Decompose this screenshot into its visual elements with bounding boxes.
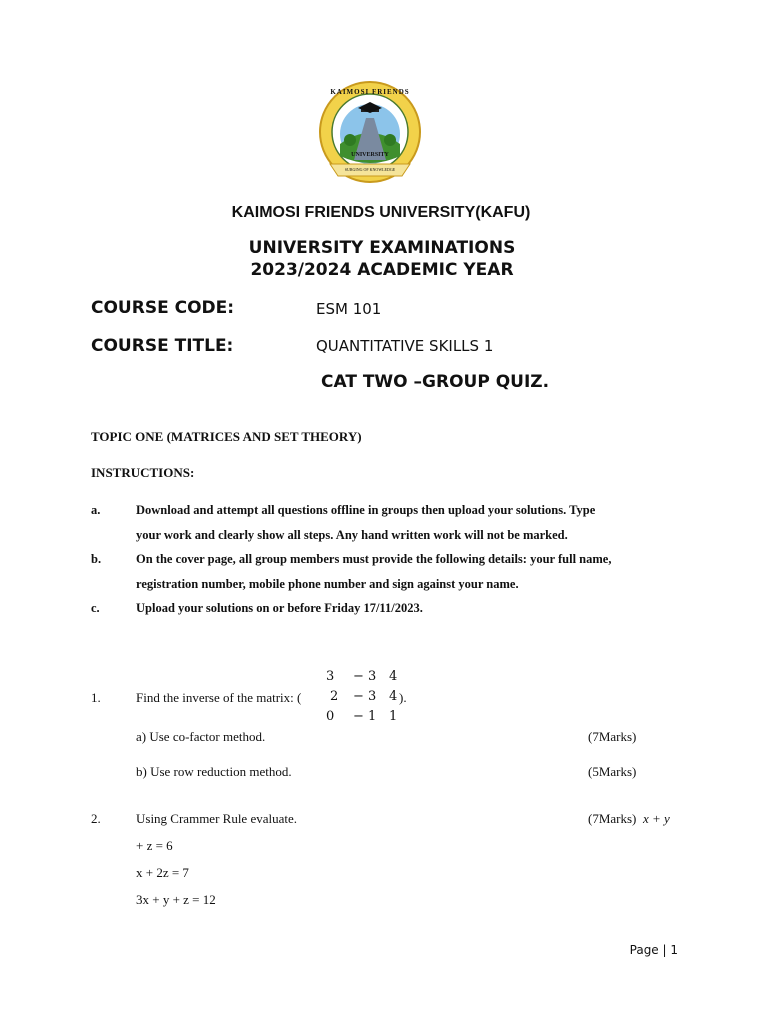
question-2-text: Using Crammer Rule evaluate. — [136, 811, 298, 826]
question-2-marks-tail: x + y — [643, 811, 670, 826]
matrix-r2-c3: 4 — [389, 689, 398, 704]
instruction-c-line1: Upload your solutions on or before Friday 17/11/2023. — [136, 601, 423, 615]
instruction-a-line1: Download and attempt all questions offline in groups then upload your solutions. Type — [136, 503, 596, 517]
logo-bottom-text: UNIVERSITY — [351, 152, 389, 158]
instruction-a — [136, 498, 696, 547]
instruction-b-line2: registration number, mobile phone number and sign against your name. — [136, 576, 519, 591]
question-1-text: Find the inverse of the matrix: ( — [136, 690, 302, 705]
question-1b: b) Use row reduction method. — [136, 764, 292, 779]
instruction-a-line2: your work and clearly show all steps. Any hand written work will not be marked. — [136, 527, 568, 542]
matrix-r3-c1: 0 — [326, 709, 335, 724]
matrix-r1-c1: 3 — [326, 669, 335, 684]
question-2-marks: (7Marks) — [588, 811, 637, 826]
matrix-r1-c3: 4 — [389, 669, 398, 684]
university-name: KAIMOSI FRIENDS UNIVERSITY(KAFU) — [231, 204, 531, 221]
course-title-label: COURSE TITLE: — [91, 336, 234, 356]
instruction-b — [136, 547, 696, 596]
logo-top-text: KAIMOSI FRIENDS — [330, 88, 410, 96]
exam-heading-line2: 2023/2024 ACADEMIC YEAR — [250, 260, 514, 280]
instructions-heading: INSTRUCTIONS: — [91, 465, 195, 480]
exam-heading-line1: UNIVERSITY EXAMINATIONS — [248, 238, 516, 258]
equation-2: x + 2z = 7 — [136, 865, 189, 880]
equation-1: + z = 6 — [136, 838, 173, 853]
course-title-value: QUANTITATIVE SKILLS 1 — [316, 337, 494, 355]
instruction-letter-a: a. — [91, 503, 101, 517]
logo-ribbon-text: SURGING OF KNOWLEDGE — [344, 167, 396, 172]
instruction-letter-b: b. — [91, 552, 102, 566]
equation-3: 3x + y + z = 12 — [136, 892, 216, 907]
matrix-r1-c2: − 3 — [353, 669, 377, 684]
question-1-close: ). — [399, 690, 407, 705]
course-code-value: ESM 101 — [316, 300, 382, 318]
matrix-r2-c2: − 3 — [353, 689, 377, 704]
question-2-number: 2. — [91, 811, 101, 826]
topic-heading: TOPIC ONE (MATRICES AND SET THEORY) — [91, 429, 362, 444]
page-number: Page | 1 — [629, 943, 678, 957]
instruction-c — [136, 596, 696, 621]
matrix-r3-c3: 1 — [389, 709, 398, 724]
question-1a: a) Use co-factor method. — [136, 729, 266, 744]
course-code-label: COURSE CODE: — [91, 298, 235, 318]
question-1b-marks: (5Marks) — [588, 764, 637, 779]
instruction-letter-c: c. — [91, 601, 100, 615]
cat-title: CAT TWO –GROUP QUIZ. — [321, 372, 550, 392]
instruction-b-line1: On the cover page, all group members must provide the following details: your full name, — [136, 552, 612, 566]
question-1a-marks: (7Marks) — [588, 729, 637, 744]
question-1-number: 1. — [91, 690, 101, 705]
matrix-r3-c2: − 1 — [353, 709, 377, 724]
matrix-r2-c1: 2 — [330, 689, 339, 704]
